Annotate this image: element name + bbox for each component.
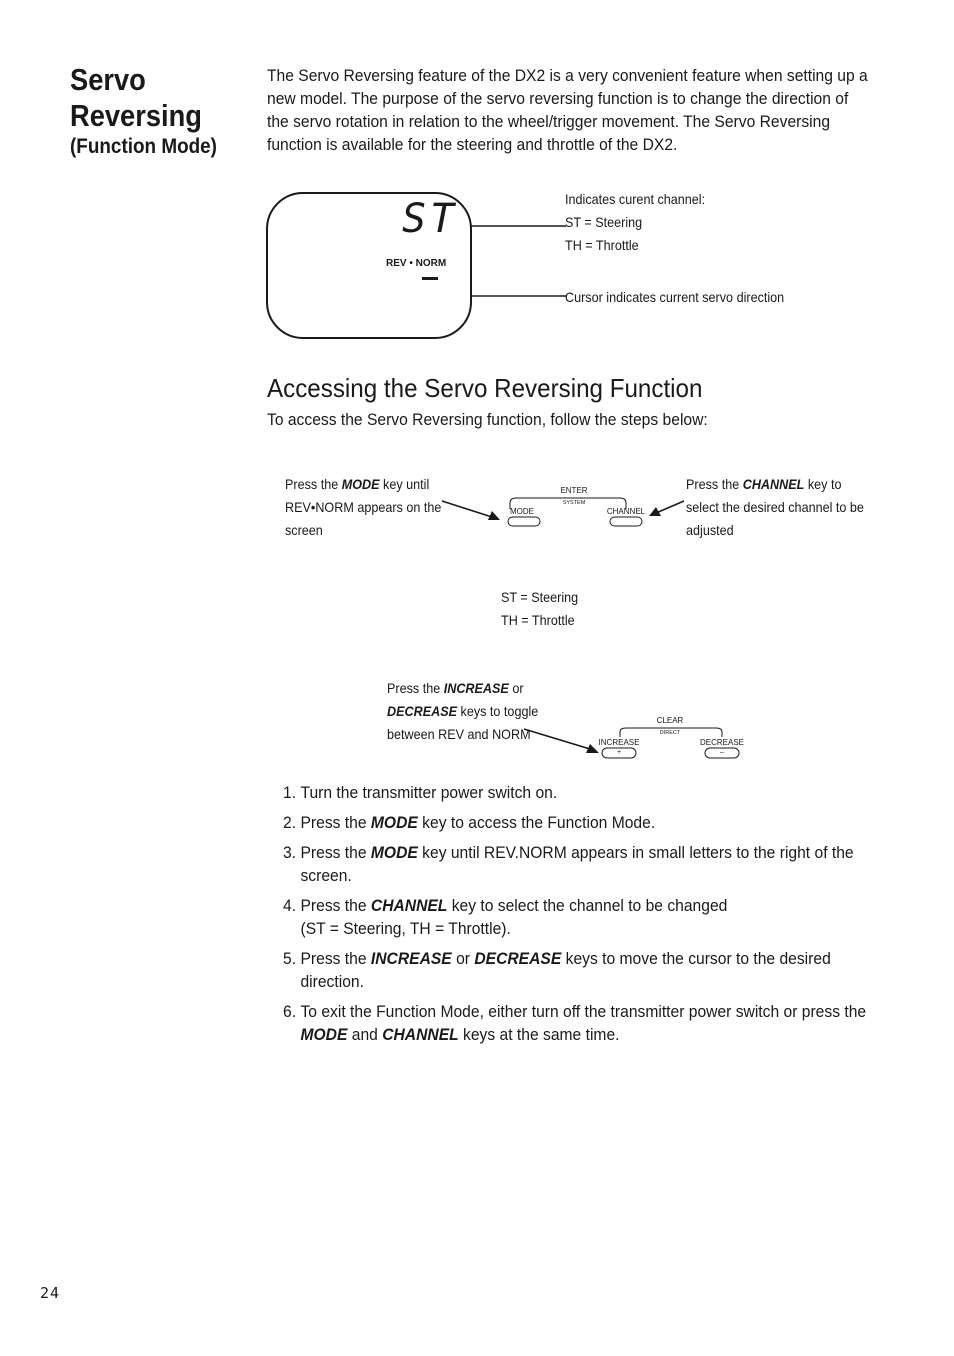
step-number: 1. (283, 783, 297, 802)
page-title: Servo Reversing (70, 62, 202, 133)
lcd-channel-text: ST (402, 196, 459, 242)
key-term: DECREASE (474, 949, 562, 968)
steps-list (283, 781, 881, 1053)
minus-symbol: – (720, 749, 724, 756)
increase-arrow-line (524, 729, 590, 749)
step-number: 2. (283, 813, 297, 832)
mode-key-term: MODE (341, 476, 380, 492)
step-number: 3. (283, 843, 297, 862)
page-number: 24 (40, 1284, 61, 1302)
channel-arrow-line (656, 501, 684, 513)
decrease-key-term: DECREASE (387, 703, 458, 719)
step-number: 6. (283, 1002, 297, 1021)
channel-callout-line: Indicates curent channel: (565, 191, 706, 207)
intro-paragraph: The Servo Reversing feature of the DX2 is a very convenient feature when setting up a new model. The purpose of the servo reversing function is to change the direction of the servo rotation in relation to the wheel/trigger movement. The Servo Reversing function is available for the steering and throttle of the DX2. (267, 66, 868, 154)
channel-callout-line: ST = Steering (565, 214, 643, 230)
cursor-callout: Cursor indicates current servo direction (565, 289, 785, 305)
channel-key-label: CHANNEL (606, 507, 646, 516)
step-item: 4. Press the CHANNEL key to select the channel to be changed (ST = Steering, TH = Throttle). (283, 896, 728, 938)
step-number: 5. (283, 949, 297, 968)
channel-legend (501, 586, 578, 632)
increase-decrease-callout: Press the INCREASE or DECREASE keys to toggle between REV and NORM (387, 680, 539, 742)
channel-key[interactable] (610, 517, 642, 526)
section-title: Accessing the Servo Reversing Function (267, 373, 703, 403)
channel-callout (565, 188, 705, 257)
step-item: 1. Turn the transmitter power switch on. (283, 783, 558, 802)
key-term: MODE (370, 843, 418, 862)
channel-key-callout: Press the CHANNEL key to select the desired channel to be adjusted (686, 476, 864, 538)
step-item: 3. Press the MODE key until REV.NORM appears in small letters to the right of the screen. (283, 843, 854, 885)
page-subtitle: (Function Mode) (70, 135, 217, 158)
enter-label: ENTER (560, 486, 588, 495)
channel-callout-line: TH = Throttle (565, 237, 639, 253)
mode-key-callout: Press the MODE key until REV•NORM appears on the screen (285, 476, 442, 538)
section-intro: To access the Servo Reversing function, follow the steps below: (267, 410, 708, 429)
key-term: MODE (370, 813, 418, 832)
decrease-key-label: DECREASE (699, 738, 744, 747)
key-term: CHANNEL (382, 1025, 459, 1044)
channel-key-term: CHANNEL (742, 476, 805, 492)
step-item: 6. To exit the Function Mode, either turn off the transmitter power switch or press the MODE and CHANNEL keys at the same time. (283, 1002, 867, 1044)
direct-label: DIRECT (659, 730, 681, 736)
plus-symbol: + (616, 749, 622, 756)
key-term: MODE (300, 1025, 348, 1044)
key-term: INCREASE (370, 949, 452, 968)
clear-label: CLEAR (656, 716, 684, 725)
lcd-rev-norm-label: REV • NORM (386, 258, 447, 269)
channel-legend-line: TH = Throttle (501, 612, 575, 628)
step-item: 2. Press the MODE key to access the Function Mode. (283, 813, 656, 832)
increase-key-label: INCREASE (598, 738, 640, 747)
channel-legend-line: ST = Steering (501, 589, 579, 605)
system-label: SYSTEM (562, 500, 586, 506)
increase-key-term: INCREASE (443, 680, 509, 696)
mode-arrow-line (442, 501, 495, 518)
mode-key-label: MODE (510, 507, 534, 516)
mode-key[interactable] (508, 517, 540, 526)
step-number: 4. (283, 896, 297, 915)
lcd-cursor (422, 277, 438, 280)
step-item: 5. Press the INCREASE or DECREASE keys to move the cursor to the desired direction. (283, 949, 831, 991)
key-term: CHANNEL (370, 896, 448, 915)
